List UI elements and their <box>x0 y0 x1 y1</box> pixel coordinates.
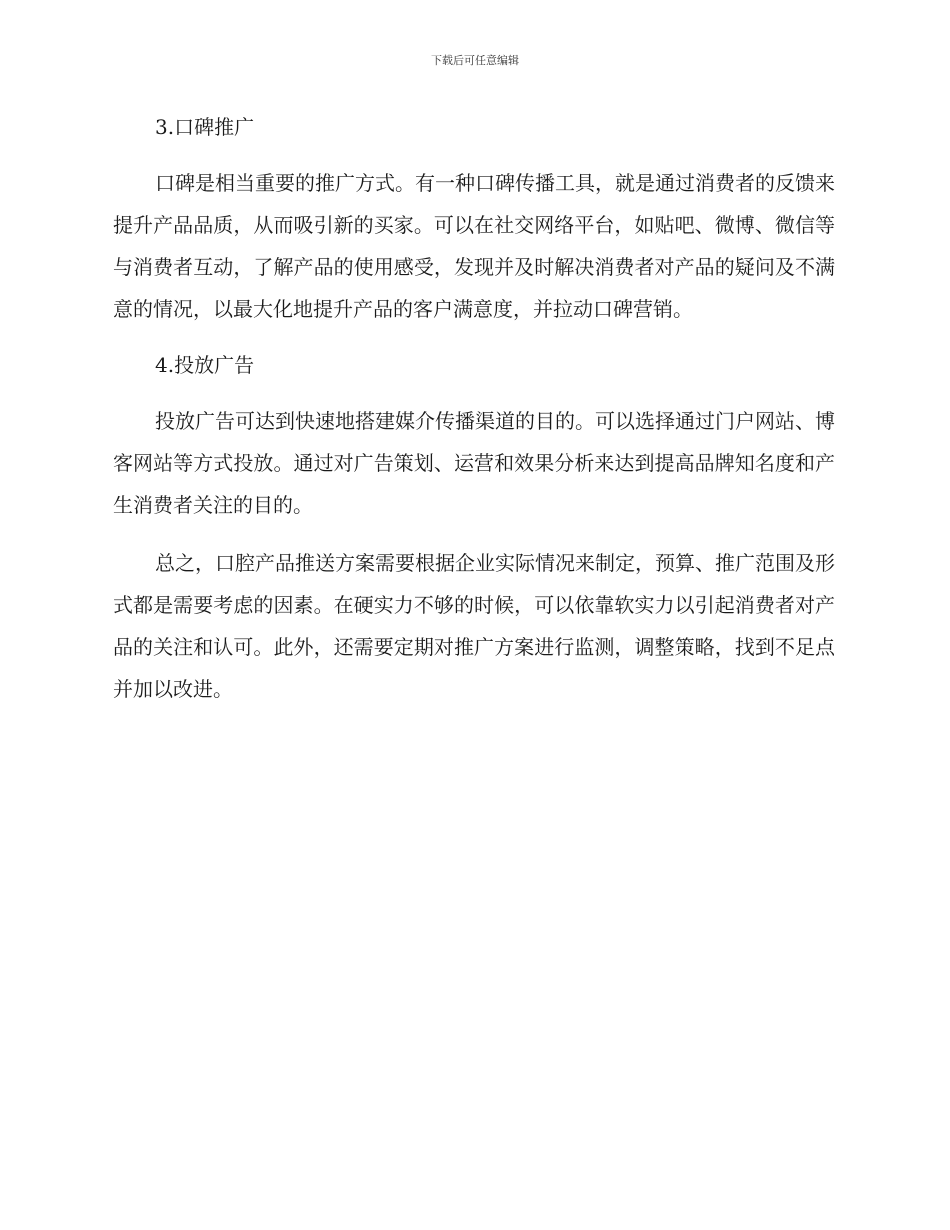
document-body <box>113 110 835 728</box>
paragraph-conclusion: 总之，口腔产品推送方案需要根据企业实际情况来制定，预算、推广范围及形式都是需要考虑的因素。在硬实力不够的时候，可以依靠软实力以引起消费者对产品的关注和认可。此外，还需要定期对推广方案进行监测，调整策略，找到不足点并加以改进。 <box>113 551 835 701</box>
section-heading-advertising: 4.投放广告 <box>155 353 255 377</box>
page-header-note: 下载后可任意编辑 <box>431 54 519 67</box>
paragraph-advertising: 投放广告可达到快速地搭建媒介传播渠道的目的。可以选择通过门户网站、博客网站等方式投放。通过对广告策划、运营和效果分析来达到提高品牌知名度和产生消费者关注的目的。 <box>113 409 835 517</box>
section-heading-word-of-mouth: 3.口碑推广 <box>155 115 255 139</box>
paragraph-word-of-mouth: 口碑是相当重要的推广方式。有一种口碑传播工具，就是通过消费者的反馈来提升产品品质，从而吸引新的买家。可以在社交网络平台，如贴吧、微博、微信等与消费者互动，了解产品的使用感受，发现并及时解决消费者对产品的疑问及不满意的情况，以最大化地提升产品的客户满意度，并拉动口碑营销。 <box>113 171 835 321</box>
